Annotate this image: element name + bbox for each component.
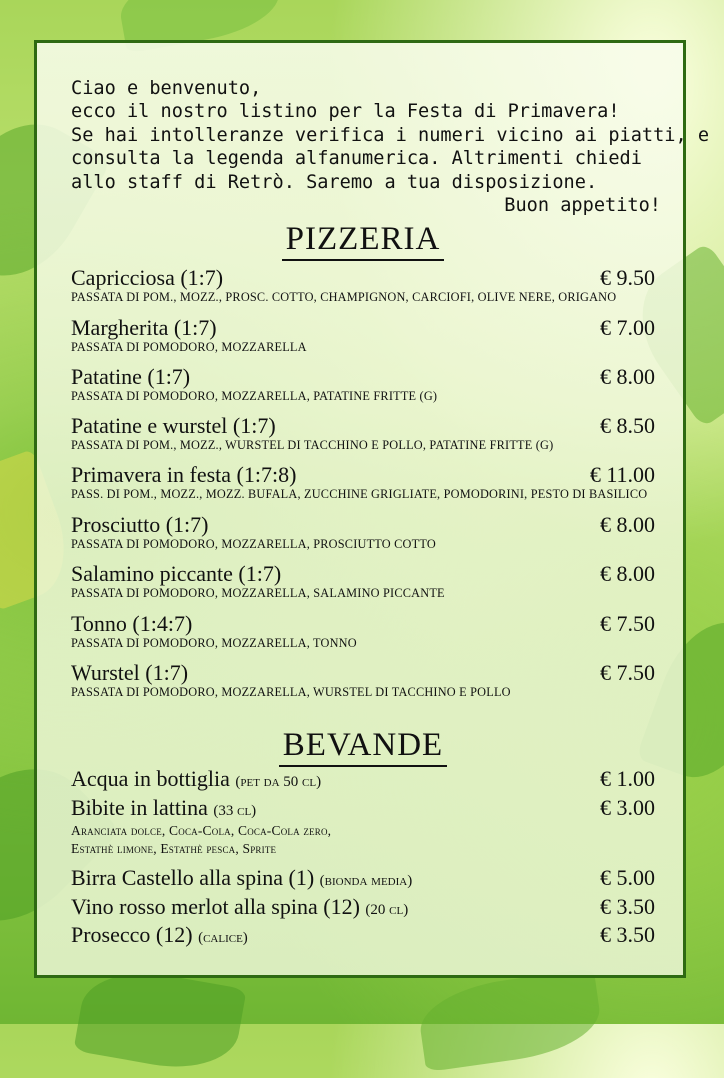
item-description: PASSATA DI POM., MOZZ., WURSTEL DI TACCHINO E POLLO, PATATINE FRITTE (G) — [71, 438, 554, 452]
item-note: (bionda media) — [319, 873, 413, 889]
item-name: Patatine (1:7) — [71, 364, 191, 389]
menu-item — [71, 611, 655, 651]
item-note: (pet da 50 cl) — [235, 774, 322, 790]
item-price: € 1.00 — [600, 766, 655, 791]
item-name: Patatine e wurstel (1:7) — [71, 413, 276, 438]
item-name: Salamino piccante (1:7) — [71, 561, 282, 586]
item-price: € 8.00 — [600, 364, 655, 389]
item-price: € 7.50 — [600, 660, 655, 685]
item-name: Tonno (1:4:7) — [71, 611, 193, 636]
item-name: Prosciutto (1:7) — [71, 512, 209, 537]
intro-line: consulta la legenda alfanumerica. Altrimenti chiedi — [71, 148, 642, 170]
item-price: € 3.50 — [600, 894, 655, 919]
item-price: € 3.50 — [600, 922, 655, 947]
item-description: PASSATA DI POMODORO, MOZZARELLA, SALAMINO PICCANTE — [71, 586, 445, 600]
drink-item — [71, 894, 655, 920]
drink-item — [71, 766, 655, 792]
item-name: Prosecco (12) (calice) — [71, 922, 248, 947]
item-note: (20 cl) — [365, 902, 409, 918]
item-name: Margherita (1:7) — [71, 315, 217, 340]
item-price: € 5.00 — [600, 865, 655, 890]
menu-item — [71, 561, 655, 601]
item-description: PASSATA DI POMODORO, MOZZARELLA, WURSTEL DI TACCHINO E POLLO — [71, 685, 511, 699]
menu-item — [71, 364, 655, 404]
intro-line: Se hai intolleranze verifica i numeri vicino ai piatti, e — [71, 124, 710, 146]
item-price: € 3.00 — [600, 795, 655, 820]
item-note: (calice) — [198, 930, 248, 946]
intro-line: Ciao e benvenuto, — [71, 78, 262, 99]
pizzeria-title: PIZZERIA — [37, 221, 689, 258]
menu-item — [71, 413, 655, 453]
item-price: € 7.00 — [600, 315, 655, 340]
menu-item — [71, 462, 655, 502]
item-description: PASSATA DI POMODORO, MOZZARELLA — [71, 340, 307, 354]
menu-item — [71, 265, 655, 305]
menu-panel — [34, 40, 710, 978]
item-price: € 8.50 — [600, 413, 655, 438]
bevande-title: BEVANDE — [37, 727, 689, 764]
menu-item — [71, 315, 655, 355]
drink-item — [71, 795, 655, 858]
item-name: Primavera in festa (1:7:8) — [71, 462, 297, 487]
background-leaf — [415, 968, 604, 1072]
item-price: € 11.00 — [589, 462, 655, 487]
item-price: € 8.00 — [600, 512, 655, 537]
item-note: (33 cl) — [213, 803, 257, 819]
item-description: PASSATA DI POMODORO, MOZZARELLA, PROSCIUTTO COTTO — [71, 537, 436, 551]
item-description: PASSATA DI POMODORO, MOZZARELLA, PATATINE FRITTE (G) — [71, 389, 438, 403]
intro-line: allo staff di Retrò. Saremo a tua disposizione. — [71, 171, 598, 193]
drink-item — [71, 922, 655, 948]
item-description: Estathè limone, Estathè pesca, Sprite — [71, 841, 277, 856]
intro-signoff: Buon appetito! — [504, 195, 661, 217]
item-description: PASSATA DI POM., MOZZ., PROSC. COTTO, CHAMPIGNON, CARCIOFI, OLIVE NERE, ORIGANO — [71, 290, 617, 304]
item-name: Wurstel (1:7) — [71, 660, 189, 685]
item-name: Capricciosa (1:7) — [71, 265, 224, 290]
item-name: Birra Castello alla spina (1) (bionda media) — [71, 865, 413, 890]
menu-item — [71, 660, 655, 700]
item-price: € 8.00 — [600, 561, 655, 586]
item-name: Vino rosso merlot alla spina (12) (20 cl) — [71, 894, 409, 919]
drink-item — [71, 865, 655, 891]
item-description: PASSATA DI POMODORO, MOZZARELLA, TONNO — [71, 636, 357, 650]
intro-text — [71, 77, 710, 217]
item-name: Acqua in bottiglia (pet da 50 cl) — [71, 766, 322, 791]
intro-line: ecco il nostro listino per la Festa di Primavera! — [71, 101, 620, 123]
item-description: PASS. DI POM., MOZZ., MOZZ. BUFALA, ZUCCHINE GRIGLIATE, POMODORINI, PESTO DI BASILICO — [71, 487, 648, 501]
background-leaf — [73, 962, 246, 1078]
item-name: Bibite in lattina (33 cl) — [71, 795, 257, 820]
item-description: Aranciata dolce, Coca-Cola, Coca-Cola zero, — [71, 823, 332, 838]
menu-item — [71, 512, 655, 552]
item-price: € 7.50 — [600, 611, 655, 636]
item-price: € 9.50 — [600, 265, 655, 290]
